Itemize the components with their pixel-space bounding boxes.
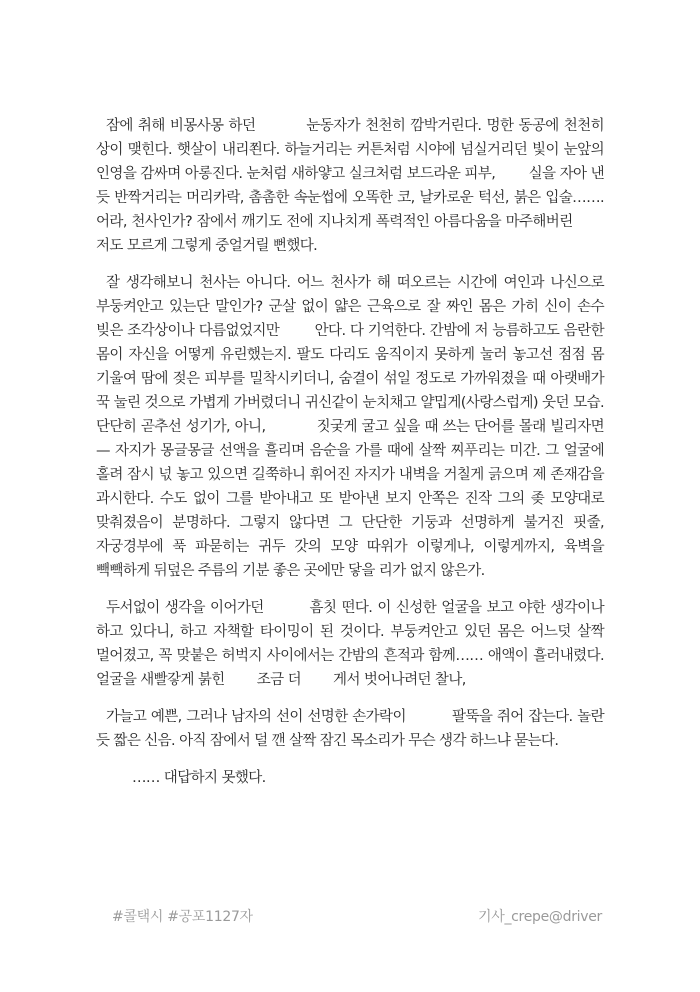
story-body (96, 114, 604, 803)
paragraph: …… 대답하지 못했다. (132, 770, 266, 786)
footer-author: 기사_crepe@driver (478, 909, 602, 925)
footer-hashtags: #콜택시 #공포1127자 (112, 909, 253, 925)
paragraph: 잘 생각해보니 천사는 아니다. 어느 천사가 해 떠오르는 시간에 여인과 나신으로 부둥켜안고 있는단 말인가? 군살 없이 얇은 근육으로 잘 짜인 몸은 가히 신이 손수 빚은 조각상이나 다름없었지만 ​ ​ ​ ​ ​ ​ ​ 안다. 다 기억한다. 간밤에 저 능름하고도 음란한 몸이 자신을 어떻게 유린했는지. 팔도 다리도 움직이지 못하게 눌러 놓고선 점점 몸 기울여 땀에 젖은 피부를 밀착시키더니, 숨결이 섞일 정도로 가까워졌을 때 아랫배가 꾹 눌린 것으로 가볍게 가버렸더니 귀신같이 눈치채고 얄밉게(사랑스럽게) 웃던 모습. 단단히 곧추선 성기가, 아니, ​ ​ ​ ​ ​ ​ ​ ​ ​ ​ 짓궂게 굴고 싶을 때 쓰는 단어를 몰래 빌리자면— 자지가 몽글몽글 선액을 흘리며 음순을 가를 때에 살짝 찌푸리는 미간. 그 얼굴에 홀려 잠시 넋 놓고 있으면 길쭉하니 휘어진 자지가 내벽을 거칠게 긁으며 제 존재감을 과시한다. 수도 없이 그를 받아내고 또 받아낸 보지 안쪽은 진작 그의 좆 모양대로 맞춰졌음이 분명하다. 그렇지 않다면 그 단단한 기둥과 선명하게 불거진 핏줄, 자궁경부에 푹 파묻히는 귀두 갓의 모양 따위가 이렇게나, 이렇게까지, 육벽을 빽빽하게 뒤덮은 주름의 기분 좋은 곳에만 닿을 리가 없지 않은가. (96, 275, 604, 579)
paragraph: 가늘고 예쁜, 그러나 남자의 선이 선명한 손가락이 ​ ​ ​ ​ ​ ​ ​ ​ ​ 팔뚝을 쥐어 잡는다. 놀란 듯 짧은 신음. 아직 잠에서 덜 깬 살짝 잠긴 목소리가 무슨 생각 하느냐 묻는다. (96, 709, 604, 749)
paragraph: 잠에 취해 비몽사몽 하던 ​ ​ ​ ​ ​ ​ ​ ​ ​ 눈동자가 천천히 깜박거린다. 멍한 동공에 천천히 상이 맺힌다. 햇살이 내리쬔다. 하늘거리는 커튼처럼 시야에 넘실거리던 빛이 눈앞의 인영을 감싸며 아롱진다. 눈처럼 새하얗고 실크처럼 보드라운 피부, ​ ​ ​ ​ ​ ​ ​ 실을 자아 낸 듯 반짝거리는 머리카락, 촘촘한 속눈썹에 오똑한 코, 날카로운 턱선, 붉은 입술……. 어라, 천사인가? 잠에서 깨기도 전에 지나치게 폭력적인 아름다움을 마주해버린 ​ ​ ​ ​ ​ ​ ​ 저도 모르게 그렇게 중얼거릴 뻔했다. (96, 118, 604, 254)
paragraph: 두서없이 생각을 이어가던 ​ ​ ​ ​ ​ ​ ​ ​ 흠칫 떤다. 이 신성한 얼굴을 보고 야한 생각이나 하고 있다니, 하고 자책할 타이밍이 된 것이다. 부둥켜안고 있던 몸은 어느덧 살짝 멀어졌고, 꼭 맞붙은 허벅지 사이에서는 간밤의 흔적과 함께…… 애액이 흘러내렸다. 얼굴을 새빨갛게 붉힌 ​ ​ ​ ​ ​ ​ ​ 조금 더 ​ ​ ​ ​ ​ ​ ​ 게서 벗어나려던 찰나, (96, 600, 604, 688)
